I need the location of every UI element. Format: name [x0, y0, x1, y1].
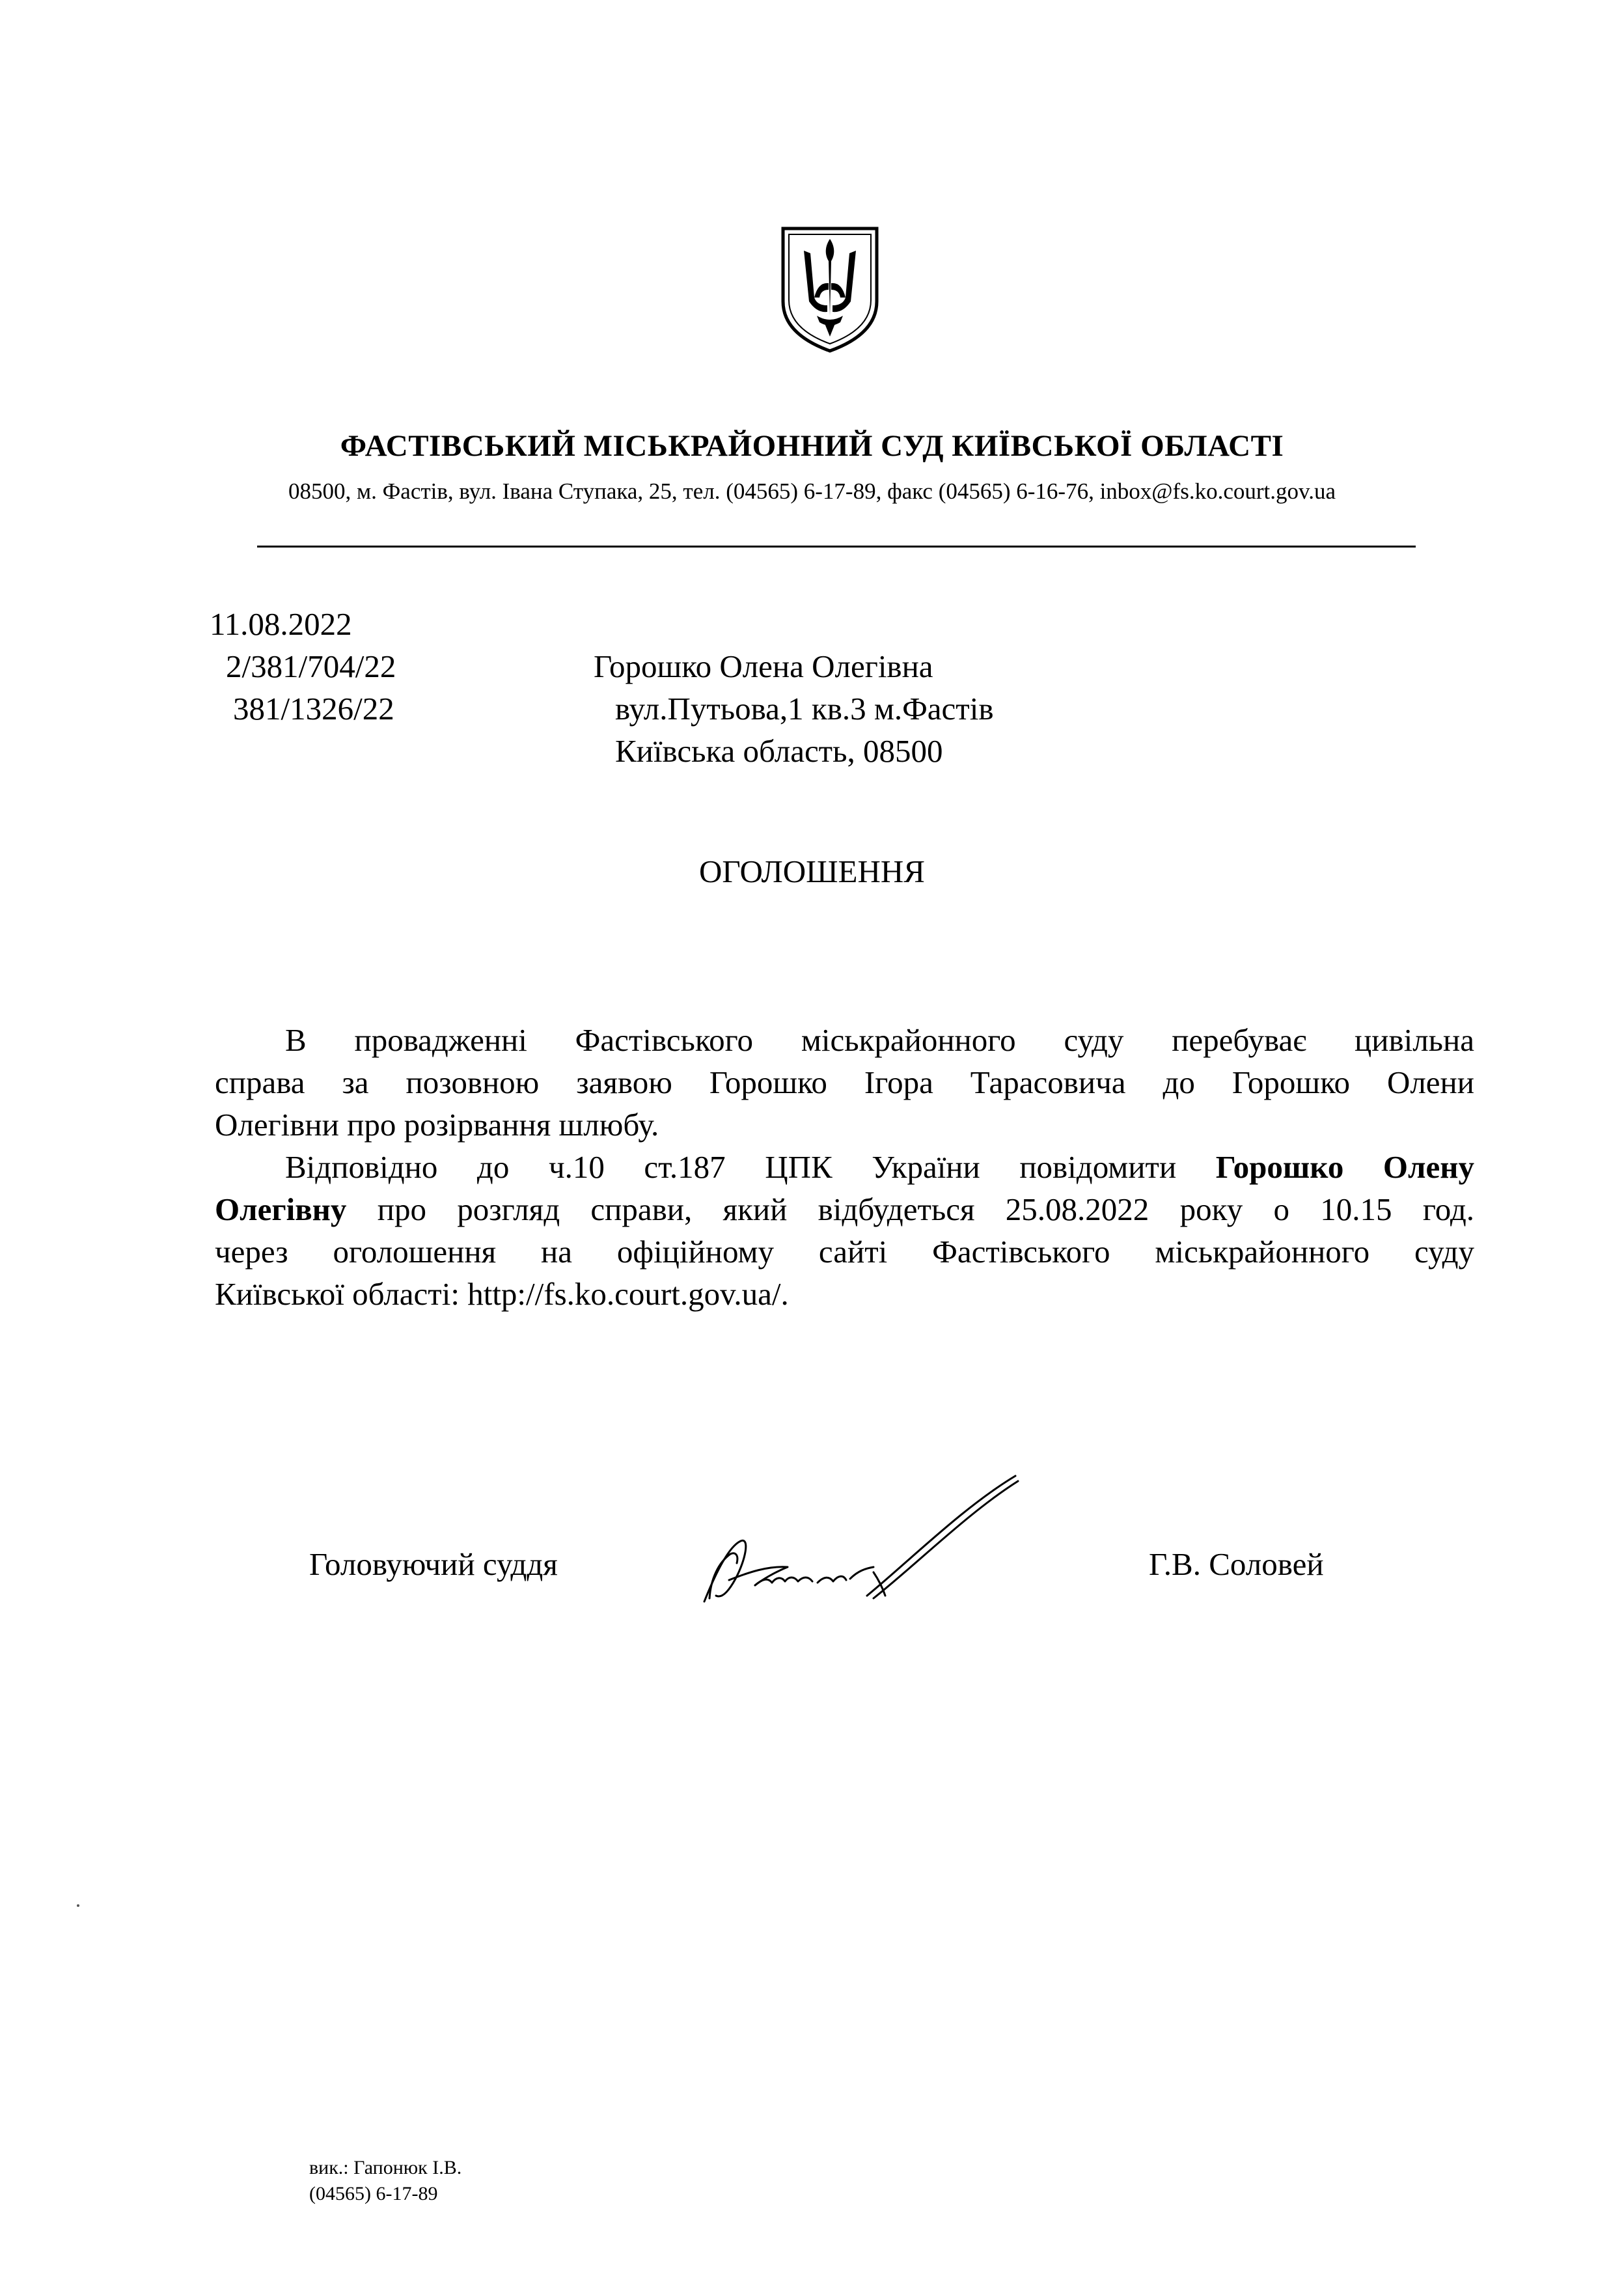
recipient-name: Горошко Олена Олегівна — [594, 648, 933, 684]
executor-name: вик.: Гапонюк І.В. — [309, 2157, 462, 2178]
ukraine-trident-emblem-icon — [778, 225, 882, 355]
recipient-street: вул.Путьова,1 кв.3 м.Фастів — [615, 691, 994, 727]
announcement-body — [215, 1019, 1474, 1315]
scan-speck — [77, 1904, 79, 1907]
executor-block — [309, 2155, 461, 2207]
defendant-name-bold: Олегівну — [215, 1191, 347, 1227]
handwritten-signature — [690, 1468, 1041, 1637]
body-line: через оголошення на офіційному сайті Фастівського міськрайонного суду — [215, 1234, 1474, 1270]
body-text: про розгляд справи, який відбудеться 25.08.2022 року о 10.15 год. — [346, 1191, 1474, 1227]
judge-name: Г.В. Соловей — [1149, 1546, 1324, 1582]
body-line: Олегівни про розірвання шлюбу. — [215, 1107, 659, 1143]
body-text: Відповідно до ч.10 ст.187 ЦПК України повідомити — [285, 1149, 1216, 1185]
document-date: 11.08.2022 — [210, 606, 352, 642]
signature-role: Головуючий суддя — [309, 1546, 558, 1582]
court-contacts: 08500, м. Фастів, вул. Івана Ступака, 25, тел. (04565) 6-17-89, факс (04565) 6-16-76, inbox@fs.ko.court.gov.ua — [288, 479, 1336, 504]
case-number: 2/381/704/22 — [226, 648, 396, 684]
body-line — [215, 1188, 1474, 1230]
recipient-region: Київська область, 08500 — [615, 733, 943, 769]
body-line: справа за позовною заявою Горошко Ігора Тарасовича до Горошко Олени — [215, 1064, 1474, 1100]
defendant-name-bold: Горошко Олену — [1215, 1149, 1474, 1185]
executor-phone: (04565) 6-17-89 — [309, 2183, 438, 2204]
document-title: ОГОЛОШЕННЯ — [699, 854, 925, 889]
body-line: Київської області: http://fs.ko.court.gov.ua/. — [215, 1276, 789, 1312]
registration-number: 381/1326/22 — [233, 691, 394, 727]
court-name: ФАСТІВСЬКИЙ МІСЬКРАЙОННИЙ СУД КИЇВСЬКОЇ ОБЛАСТІ — [340, 429, 1284, 463]
body-line — [215, 1146, 1474, 1188]
header-divider — [257, 546, 1416, 548]
body-line: В провадженні Фастівського міськрайонного суду перебуває цивільна — [285, 1022, 1474, 1058]
